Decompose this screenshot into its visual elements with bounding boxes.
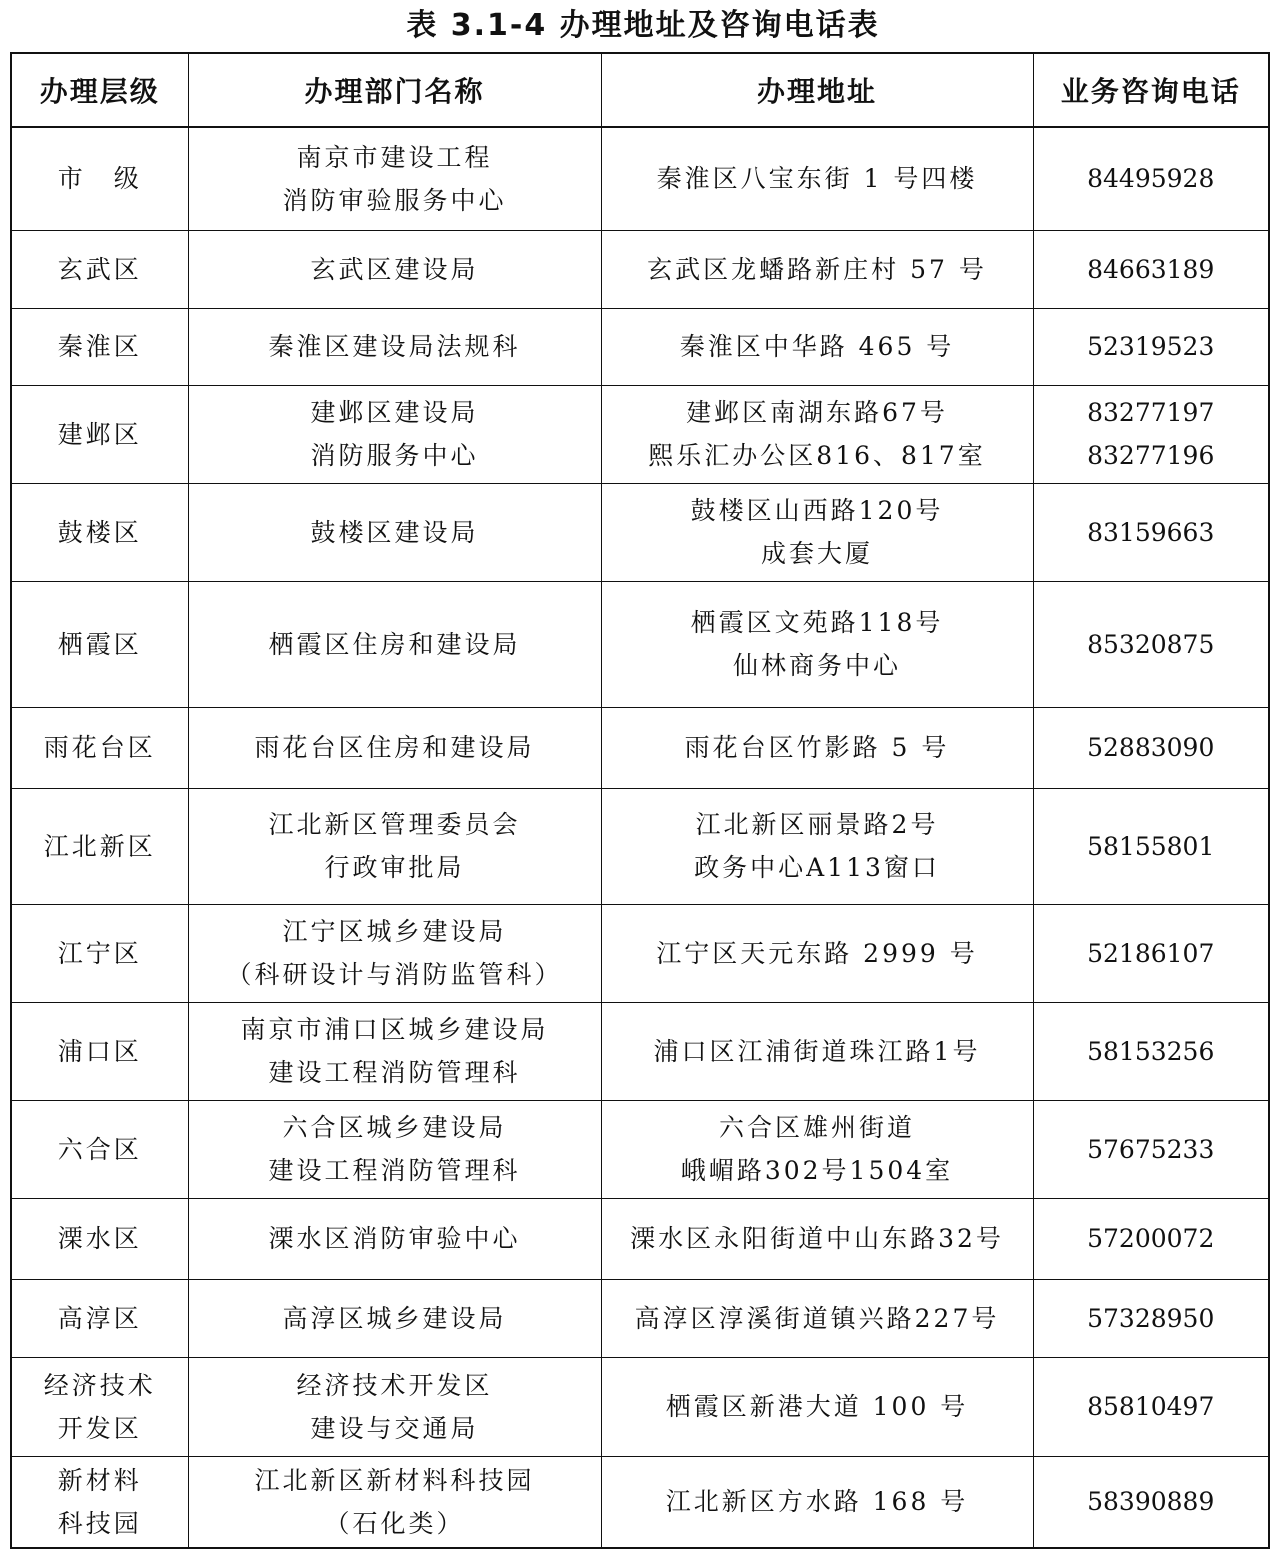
phone-cell-line: 57675233 — [1087, 1134, 1215, 1164]
level-cell-line: 江北新区 — [43, 831, 156, 861]
department-cell-line: 消防审验服务中心 — [282, 185, 507, 215]
department-cell-line: 秦淮区建设局法规科 — [268, 332, 521, 361]
phone-cell-line: 83277197 — [1087, 398, 1215, 427]
phone-cell — [1033, 1357, 1269, 1456]
table-title: 表 3.1-4 办理地址及咨询电话表 — [406, 8, 880, 43]
phone-cell-line: 83159663 — [1087, 517, 1215, 547]
department-cell — [188, 1357, 601, 1456]
address-cell-line: 鼓楼区山西路120号 — [690, 496, 944, 525]
address-cell-line: 江北新区丽景路2号 — [695, 810, 939, 839]
level-cell — [11, 483, 188, 581]
level-cell-line: 市 级 — [57, 164, 142, 194]
department-cell-line: 玄武区建设局 — [310, 254, 479, 284]
address-cell — [601, 230, 1033, 308]
address-cell-line: 熙乐汇办公区816、817室 — [648, 441, 986, 470]
department-cell-line: 行政审批局 — [324, 853, 465, 882]
table-row — [11, 1279, 1269, 1357]
department-cell-line: 江北新区管理委员会 — [268, 810, 521, 839]
table-header-row — [11, 53, 1269, 127]
table-row — [11, 1456, 1269, 1548]
address-cell-line: 浦口区江浦街道珠江路1号 — [653, 1036, 981, 1066]
department-cell — [188, 127, 601, 230]
table-row — [11, 1100, 1269, 1198]
table-row — [11, 581, 1269, 707]
address-cell-line: 政务中心A113窗口 — [694, 853, 940, 882]
address-cell — [601, 127, 1033, 230]
table-row — [11, 1198, 1269, 1279]
table-body — [11, 127, 1269, 1548]
department-cell-line: 雨花台区住房和建设局 — [254, 733, 535, 762]
phone-cell-line: 85320875 — [1087, 629, 1215, 659]
address-cell — [601, 707, 1033, 788]
address-cell-line: 江北新区方水路 168 号 — [665, 1487, 969, 1517]
department-cell-line: 六合区城乡建设局 — [282, 1113, 507, 1142]
department-cell-line: 栖霞区住房和建设局 — [268, 629, 521, 659]
address-cell-line: 仙林商务中心 — [732, 651, 901, 680]
phone-cell — [1033, 308, 1269, 385]
phone-cell-line: 84663189 — [1087, 254, 1215, 284]
header-address: 办理地址 — [601, 53, 1033, 127]
table-row — [11, 788, 1269, 904]
address-cell-line: 六合区雄州街道 — [718, 1113, 915, 1142]
address-cell-line: 建邺区南湖东路67号 — [686, 398, 948, 427]
phone-cell-line: 52883090 — [1087, 733, 1215, 762]
level-cell — [11, 385, 188, 483]
address-cell — [601, 1100, 1033, 1198]
level-cell-line: 经济技术 — [43, 1370, 156, 1400]
header-phone: 业务咨询电话 — [1033, 53, 1269, 127]
phone-cell-line: 58390889 — [1087, 1487, 1215, 1517]
phone-cell — [1033, 1456, 1269, 1548]
address-cell — [601, 581, 1033, 707]
level-cell-line: 建邺区 — [57, 419, 142, 449]
phone-cell — [1033, 581, 1269, 707]
department-cell — [188, 230, 601, 308]
table-row — [11, 1002, 1269, 1100]
level-cell — [11, 1100, 188, 1198]
level-cell — [11, 1279, 188, 1357]
phone-cell — [1033, 127, 1269, 230]
contact-table — [10, 52, 1270, 1549]
phone-cell-line: 85810497 — [1087, 1392, 1215, 1421]
phone-cell-line: 58155801 — [1087, 831, 1215, 861]
level-cell-line: 溧水区 — [57, 1224, 142, 1253]
department-cell — [188, 707, 601, 788]
level-cell-line: 鼓楼区 — [57, 517, 142, 547]
department-cell — [188, 904, 601, 1002]
level-cell — [11, 230, 188, 308]
level-cell — [11, 581, 188, 707]
header-level: 办理层级 — [11, 53, 188, 127]
phone-cell — [1033, 230, 1269, 308]
level-cell-line: 玄武区 — [57, 254, 142, 284]
level-cell-line: 江宁区 — [57, 938, 142, 968]
department-cell-line: 建设工程消防管理科 — [268, 1058, 521, 1087]
address-cell-line: 江宁区天元东路 2999 号 — [656, 938, 978, 968]
department-cell — [188, 581, 601, 707]
address-cell — [601, 1456, 1033, 1548]
phone-cell-line: 52186107 — [1087, 938, 1215, 968]
address-cell-line: 秦淮区八宝东街 1 号四楼 — [656, 164, 978, 194]
phone-cell — [1033, 1100, 1269, 1198]
table-row — [11, 385, 1269, 483]
level-cell — [11, 1357, 188, 1456]
table-row — [11, 707, 1269, 788]
table-row — [11, 483, 1269, 581]
table-row — [11, 904, 1269, 1002]
address-cell-line: 雨花台区竹影路 5 号 — [684, 733, 950, 762]
phone-cell — [1033, 904, 1269, 1002]
department-cell-line: 鼓楼区建设局 — [310, 517, 479, 547]
level-cell — [11, 308, 188, 385]
phone-cell-line: 58153256 — [1087, 1036, 1215, 1066]
phone-cell — [1033, 707, 1269, 788]
department-cell-line: 江宁区城乡建设局 — [282, 917, 507, 946]
address-cell — [601, 788, 1033, 904]
level-cell-line: 高淳区 — [57, 1303, 142, 1333]
department-cell-line: 南京市建设工程 — [296, 142, 493, 172]
phone-cell-line: 57328950 — [1087, 1303, 1215, 1333]
table-row — [11, 127, 1269, 230]
level-cell — [11, 127, 188, 230]
address-cell — [601, 1279, 1033, 1357]
phone-cell — [1033, 1198, 1269, 1279]
phone-cell — [1033, 1002, 1269, 1100]
level-cell — [11, 1198, 188, 1279]
address-cell-line: 成套大厦 — [760, 539, 873, 568]
level-cell-line: 科技园 — [57, 1508, 142, 1538]
department-cell — [188, 1002, 601, 1100]
level-cell-line: 六合区 — [57, 1134, 142, 1164]
phone-cell — [1033, 1279, 1269, 1357]
phone-cell — [1033, 385, 1269, 483]
department-cell-line: 溧水区消防审验中心 — [268, 1224, 521, 1253]
level-cell — [11, 904, 188, 1002]
address-cell-line: 峨嵋路302号1504室 — [680, 1156, 954, 1185]
level-cell — [11, 1456, 188, 1548]
department-cell-line: 经济技术开发区 — [296, 1370, 493, 1400]
address-cell — [601, 308, 1033, 385]
department-cell — [188, 1456, 601, 1548]
level-cell — [11, 707, 188, 788]
address-cell-line: 秦淮区中华路 465 号 — [679, 332, 955, 361]
address-cell — [601, 483, 1033, 581]
level-cell-line: 新材料 — [57, 1465, 142, 1495]
department-cell-line: 高淳区城乡建设局 — [282, 1303, 507, 1333]
level-cell — [11, 788, 188, 904]
phone-cell-line: 57200072 — [1087, 1224, 1215, 1253]
department-cell-line: 南京市浦口区城乡建设局 — [240, 1015, 549, 1044]
level-cell-line: 秦淮区 — [57, 332, 142, 361]
department-cell-line: 江北新区新材料科技园 — [254, 1465, 535, 1495]
address-cell-line: 栖霞区新港大道 100 号 — [665, 1392, 969, 1421]
phone-cell-line: 52319523 — [1087, 332, 1215, 361]
department-cell-line: （石化类） — [324, 1508, 465, 1538]
address-cell — [601, 904, 1033, 1002]
address-cell-line: 栖霞区文苑路118号 — [690, 608, 944, 637]
department-cell — [188, 788, 601, 904]
address-cell-line: 高淳区淳溪街道镇兴路227号 — [634, 1303, 1000, 1333]
level-cell-line: 浦口区 — [57, 1036, 142, 1066]
address-cell — [601, 385, 1033, 483]
phone-cell — [1033, 483, 1269, 581]
level-cell — [11, 1002, 188, 1100]
department-cell-line: 建设与交通局 — [310, 1413, 479, 1443]
address-cell-line: 玄武区龙蟠路新庄村 57 号 — [647, 254, 987, 284]
department-cell — [188, 1198, 601, 1279]
department-cell — [188, 1100, 601, 1198]
header-department: 办理部门名称 — [188, 53, 601, 127]
department-cell — [188, 385, 601, 483]
department-cell-line: 消防服务中心 — [310, 441, 479, 470]
department-cell — [188, 1279, 601, 1357]
level-cell-line: 栖霞区 — [57, 629, 142, 659]
table-row — [11, 230, 1269, 308]
department-cell-line: 建设工程消防管理科 — [268, 1156, 521, 1185]
phone-cell-line: 83277196 — [1087, 441, 1215, 470]
address-cell — [601, 1198, 1033, 1279]
department-cell-line: 建邺区建设局 — [310, 398, 479, 427]
table-row — [11, 1357, 1269, 1456]
address-cell-line: 溧水区永阳街道中山东路32号 — [630, 1224, 1004, 1253]
department-cell — [188, 308, 601, 385]
level-cell-line: 开发区 — [57, 1413, 142, 1443]
phone-cell — [1033, 788, 1269, 904]
address-cell — [601, 1002, 1033, 1100]
address-cell — [601, 1357, 1033, 1456]
phone-cell-line: 84495928 — [1087, 164, 1215, 194]
department-cell-line: （科研设计与消防监管科） — [226, 960, 563, 989]
level-cell-line: 雨花台区 — [43, 733, 156, 762]
table-row — [11, 308, 1269, 385]
department-cell — [188, 483, 601, 581]
